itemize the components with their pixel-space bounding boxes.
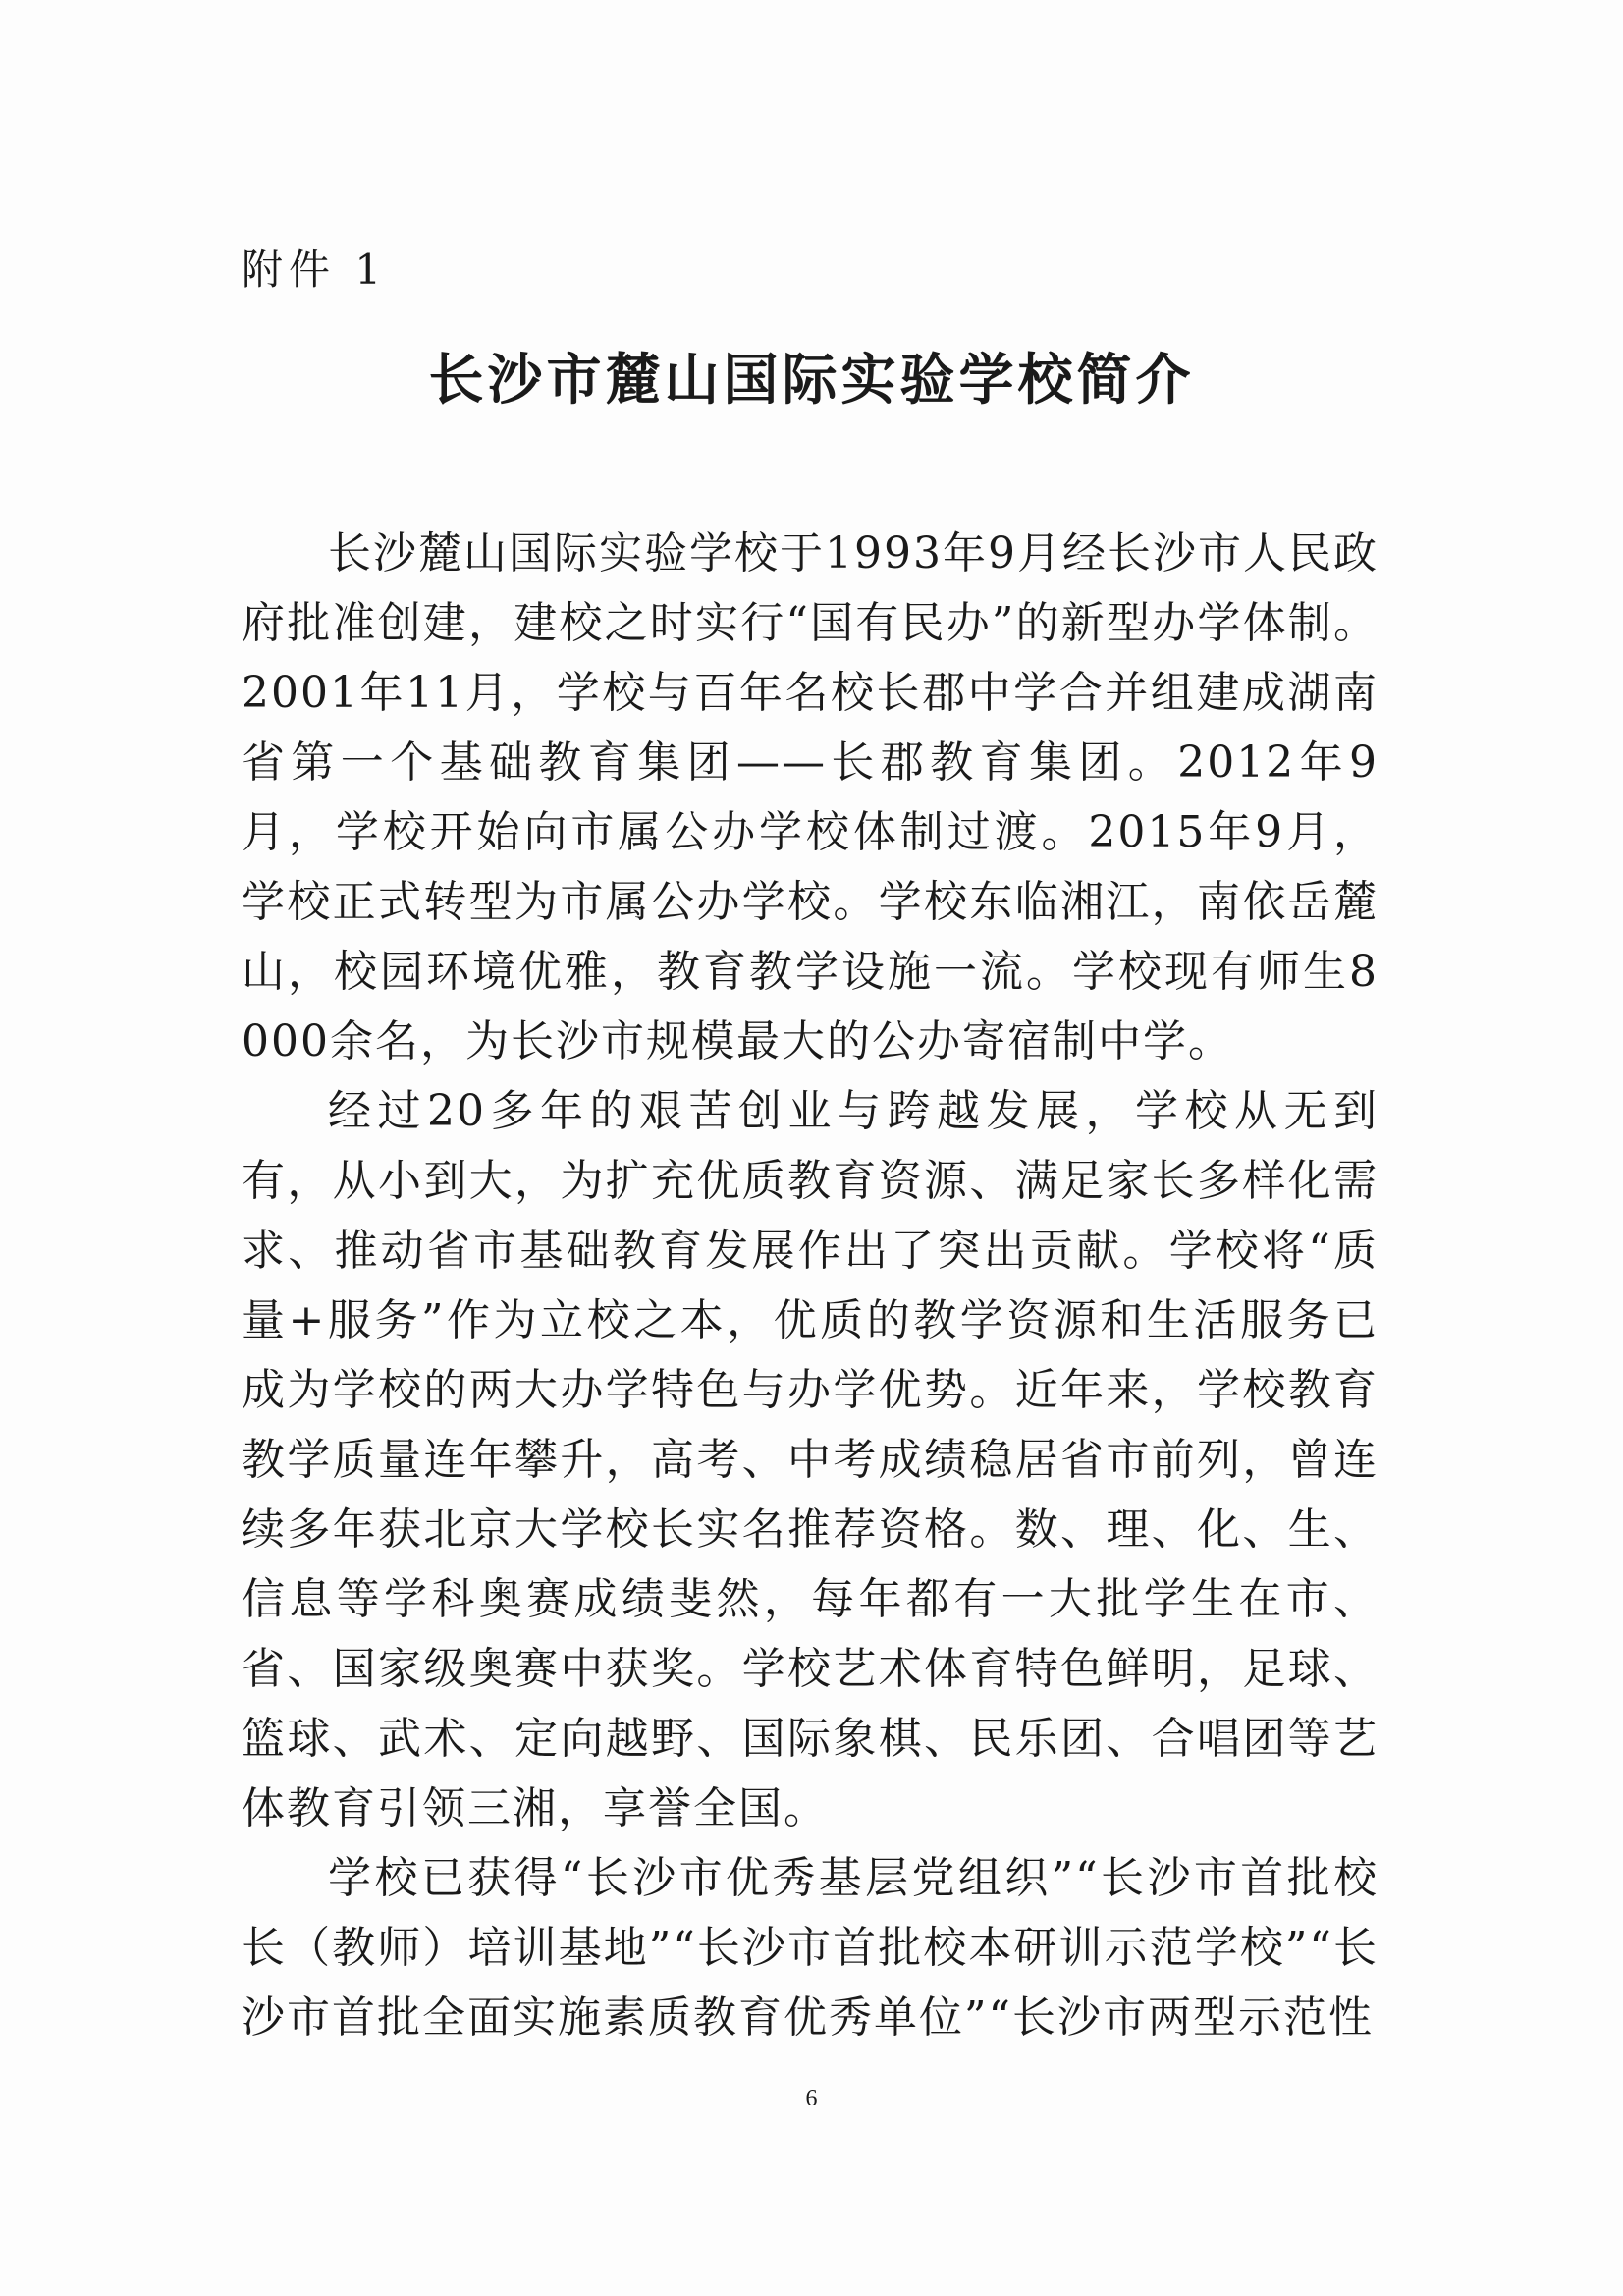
body-paragraph: 学校已获得“长沙市优秀基层党组织”“长沙市首批校长（教师）培训基地”“长沙市首批校本研训示范学校”“长沙市首批全面实施素质教育优秀单位”“长沙市两型示范性 [242, 1853, 1379, 2043]
document-title: 长沙市麓山国际实验学校简介 [428, 349, 1195, 412]
body-paragraph: 经过20多年的艰苦创业与跨越发展，学校从无到有，从小到大，为扩充优质教育资源、满足家长多样化需求、推动省市基础教育发展作出了突出贡献。学校将“质量+服务”作为立校之本，优质的教学资源和生活服务已成为学校的两大办学特色与办学优势。近年来，学校教育教学质量连年攀升，高考、中考成绩稳居省市前列，曾连续多年获北京大学校长实名推荐资格。数、理、化、生、信息等学科奥赛成绩斐然，每年都有一大批学生在市、省、国家级奥赛中获奖。学校艺术体育特色鲜明，足球、篮球、武术、定向越野、国际象棋、民乐团、合唱团等艺体教育引领三湘，享誉全国。 [242, 1086, 1379, 1833]
body-paragraph: 长沙麓山国际实验学校于1993年9月经长沙市人民政府批准创建，建校之时实行“国有民办”的新型办学体制。2001年11月，学校与百年名校长郡中学合并组建成湖南省第一个基础教育集团——长郡教育集团。2012年9月，学校开始向市属公办学校体制过渡。2015年9月，学校正式转型为市属公办学校。学校东临湘江，南依岳麓山，校园环境优雅，教育教学设施一流。学校现有师生8000余名，为长沙市规模最大的公办寄宿制中学。 [242, 528, 1379, 1066]
attachment-label: 附件 1 [242, 246, 388, 294]
document-body [242, 519, 1379, 2052]
page-number: 6 [805, 2086, 818, 2111]
